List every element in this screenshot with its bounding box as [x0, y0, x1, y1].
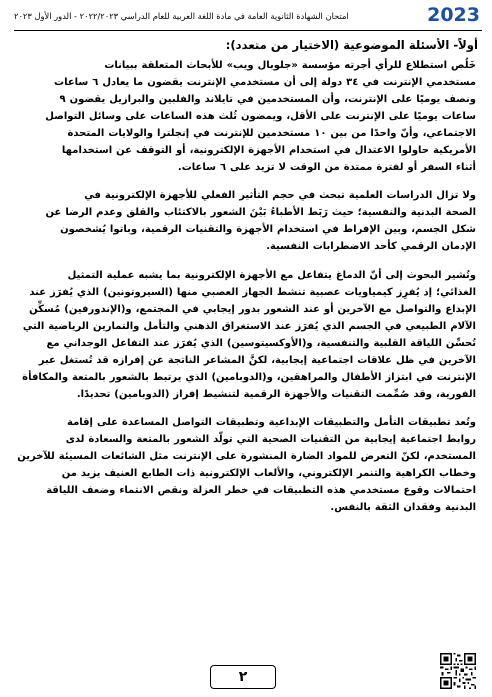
- exam-year: 2023: [427, 4, 480, 26]
- exam-title: امتحان الشهادة الثانوية العامة في مادة اللغة العربية للعام الدراسي ٢٠٢٢/٢٠٢٣ - الدور الأول ٢٠٢٣: [14, 11, 349, 21]
- passage-paragraph-2: ولا تزال الدراسات العلمية تبحث في حجم التأثير الفعلي للأجهزة الإلكترونية في الصحة البدنية والنفسية؛ حيث رَبَط الأطباءُ بَيْنَ الشعور بالاكتئاب والقلق وعدم الرضا عن شكل الجسم، وبين الإفراط في استخدام الأجهزة والتقنيات الرقمية، وباتوا يُشخصون الإدمان الرقمي كأحد الاضطرابات النفسية.: [45, 190, 476, 253]
- passage-paragraph-4: وتُعد تطبيقات التأمل والتطبيقات الإبداعية وتطبيقات التواصل المساعدة على إقامة روابط اجتماعية إيجابية من التقنيات الصحية التي تولّد الشعور بالمتعة والسعادة لدى المستخدم، لكنّ التعرض للمواد الضارة المنشورة على الإنترنت مثل الشائعات المسيئة للآخرين وخطاب الكراهية والتنمر الإلكتروني، والألعاب الإلكترونية ذات الطابع العنيف يزيد من احتمالات وقوع مستخدمي هذه التطبيقات في خطر العزلة ونقص الانتماء وضعف اللياقة البدنية وفقدان الثقة بالنفس.: [17, 416, 476, 514]
- passage-paragraph-1: خَلُص استطلاع للرأي أجرته مؤسسة «جلوبال ويب» للأبحاث المتعلقة ببيانات مستخدمي الإنترنت في ٣٤ دولة إلى أن مستخدمي الإنترنت يقضون ما يعادل ٦ ساعات ونصف يوميًا على الإنترنت، وأن المستخدمين في تايلاند والفلبين والبرازيل يقضون ٩ ساعات يوميًا على الإنترنت على الأقل، ويمضون ثُلث هذه الساعات على وسائل التواصل الاجتماعي، وأنّ واحدًا من بين ١٠ مستخدمين للإنترنت في إنجلترا والولايات المتحدة الأمريكية حاولوا الاعتدال في استخدام الأجهزة الإلكترونية، أو التوقف عن استخدامها أثناء السفر أو لفترة ممتدة من الوقت لا تزيد على ٦ ساعات.: [45, 60, 476, 174]
- qr-code-icon: [440, 653, 476, 689]
- section-heading: أولاً- الأسئلة الموضوعية (الاختيار من متعدد):: [225, 38, 478, 52]
- reading-passage: [16, 57, 476, 527]
- passage-paragraph-3: وتُشير البحوث إلى أنّ الدماغ يتفاعل مع الأجهزة الإلكترونية بما يشبه عملية التمثيل الغذائي؛ إذ يُفرِز كيمياويات عصبية تنشط الجهاز العصبي منها (السيروتونين) الذي يُفرَز عند الإبداع والتواصل مع الآخرين أو عند الشعور بدور إيجابي في المجتمع، و(الإندورفين) مُسكِّن الآلام الطبيعي في الجسم الذي يُفرَز عند الاستغراق الذهني والتأمل والتمارين الرياضية التي تُحسِّن اللياقة القلبية والتنفسية، و(الأوكسيتوسين) الذي يُفرَز عند التفاعل الوجداني مع الآخرين في ظل علاقات اجتماعية إيجابية، لكنَّ المشاعر الناتجة عن إفرازه قد تُستغل عبر الإنترنت في ابتزاز الأطفال والمراهقين، و(الدوبامين) الذي يرتبط بالشعور بالمتعة والمكافأة الفورية، وقد صُمِّمت التقنيات والأجهزة الرقمية لتنشيط إفراز (الدوبامين) تحديدًا.: [22, 269, 476, 400]
- page-number: ٢: [210, 665, 276, 689]
- page-header: [14, 4, 482, 31]
